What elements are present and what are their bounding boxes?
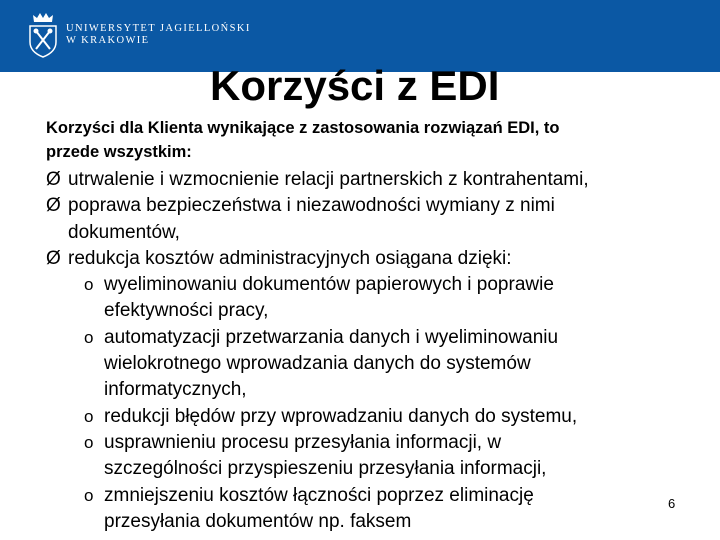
bullet-item [46,167,589,193]
circle-bullet-icon: o [84,432,94,452]
bullet-item [46,193,589,246]
sub-bullet-item [46,483,589,536]
circle-bullet-icon: o [84,275,94,295]
logo-line-2: W KRAKOWIE [66,35,150,46]
circle-bullet-icon: o [84,327,94,347]
bullet-text-line: zmniejszeniu kosztów łączności poprzez eliminację [104,484,534,506]
bullet-text-line: przesyłania dokumentów np. faksem [104,510,412,532]
bullet-text-line: efektywności pracy, [104,300,269,322]
sub-bullet-item [46,404,589,430]
bullet-text-line: poprawa bezpieczeństwa i niezawodności wymiany z nimi [68,195,555,217]
slide-title: Korzyści z EDI [210,62,500,109]
sub-bullet-item [46,325,589,404]
sub-bullet-item [46,272,589,325]
intro-text [46,116,560,164]
intro-line: przede wszystkim: [46,143,192,161]
bullet-text-line: szczególności przyspieszeniu przesyłania informacji, [104,458,547,480]
logo-line-1: UNIWERSYTET JAGIELLOŃSKI [66,23,251,34]
university-logo [28,12,251,58]
circle-bullet-icon: o [84,485,94,505]
bullet-text-line: usprawnieniu procesu przesyłania informacji, w [104,431,502,453]
bullet-text-line: informatycznych, [104,379,247,401]
bullet-list [46,167,589,535]
bullet-text-line: redukcja kosztów administracyjnych osiągana dzięki: [68,247,512,269]
bullet-item [46,246,589,272]
sub-bullet-item [46,430,589,483]
arrow-bullet-icon: Ø [46,195,61,217]
bullet-text-line: utrwalenie i wzmocnienie relacji partnerskich z kontrahentami, [68,169,589,190]
page-number: 6 [668,496,676,511]
bullet-text-line: automatyzacji przetwarzania danych i wyeliminowaniu [104,326,559,348]
bullet-text-line: dokumentów, [68,221,180,243]
bullet-text-line: wyeliminowaniu dokumentów papierowych i poprawie [104,274,554,296]
bullet-text-line: redukcji błędów przy wprowadzaniu danych do systemu, [104,405,578,427]
crest-icon [28,12,58,58]
arrow-bullet-icon: Ø [46,169,61,190]
arrow-bullet-icon: Ø [46,247,61,269]
bullet-text-line: wielokrotnego wprowadzania danych do systemów [104,353,531,375]
circle-bullet-icon: o [84,406,94,426]
intro-line: Korzyści dla Klienta wynikające z zastosowania rozwiązań EDI, to [46,119,560,137]
